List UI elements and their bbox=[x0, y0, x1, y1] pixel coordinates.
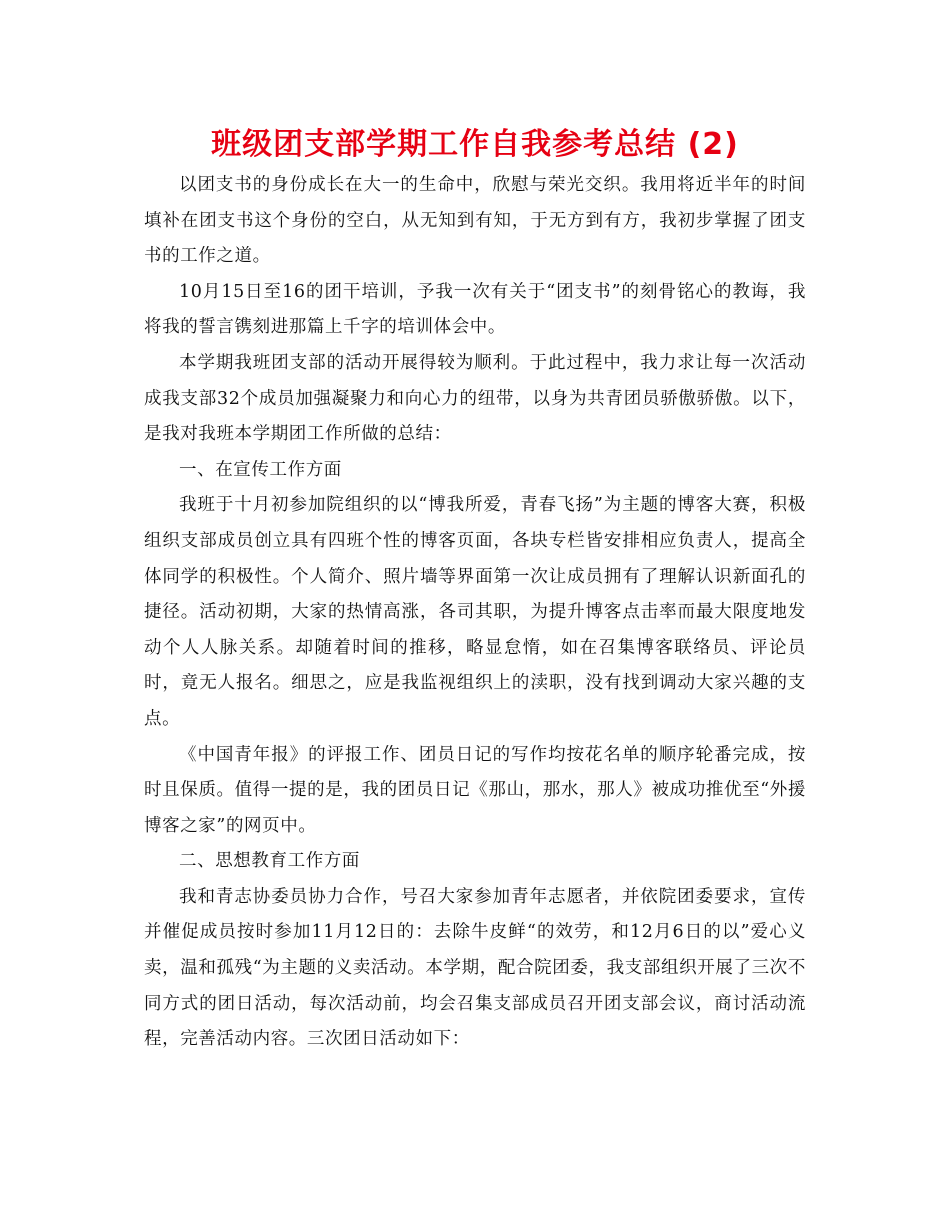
paragraph-training: 10月15日至16的团干培训，予我一次有关于“团支书”的刻骨铭心的教诲，我将我的誓言镌刻进那篇上千字的培训体会中。 bbox=[144, 281, 806, 338]
document-body bbox=[144, 168, 806, 1058]
document-title: 班级团支部学期工作自我参考总结 (2) bbox=[211, 127, 739, 162]
section-heading-publicity: 一、在宣传工作方面 bbox=[179, 459, 342, 480]
section-heading-ideology: 二、思想教育工作方面 bbox=[179, 851, 360, 872]
paragraph-volunteer-activities: 我和青志协委员协力合作，号召大家参加青年志愿者，并依院团委要求，宣传并催促成员按时参加11月12日的：去除牛皮鲜“的效劳，和12月6日的以”爱心义卖，温和孤残“为主题的义卖活动。本学期，配合院团委，我支部组织开展了三次不同方式的团日活动，每次活动前，均会召集支部成员召开团支部会议，商讨活动流程，完善活动内容。三次团日活动如下： bbox=[144, 886, 806, 1050]
paragraph-newspaper-diary: 《中国青年报》的评报工作、团员日记的写作均按花名单的顺序轮番完成，按时且保质。值得一提的是，我的团员日记《那山，那水，那人》被成功推优至“外援博客之家”的网页中。 bbox=[144, 744, 806, 836]
paragraph-semester-summary: 本学期我班团支部的活动开展得较为顺利。于此过程中，我力求让每一次活动成我支部32个成员加强凝聚力和向心力的纽带，以身为共青团员骄傲骄傲。以下，是我对我班本学期团工作所做的总结： bbox=[144, 352, 806, 445]
paragraph-intro: 以团支书的身份成长在大一的生命中，欣慰与荣光交织。我用将近半年的时间填补在团支书这个身份的空白，从无知到有知，于无方到有方，我初步掌握了团支书的工作之道。 bbox=[144, 175, 806, 267]
paragraph-blog-contest: 我班于十月初参加院组织的以“博我所爱，青春飞扬”为主题的博客大赛，积极组织支部成员创立具有四班个性的博客页面，各块专栏皆安排相应负责人，提高全体同学的积极性。个人简介、照片墙等界面第一次让成员拥有了理解认识新面孔的捷径。活动初期，大家的热情高涨，各司其职，为提升博客点击率而最大限度地发动个人人脉关系。却随着时间的推移，略显怠惰，如在召集博客联络员、评论员时，竟无人报名。细思之，应是我监视组织上的渎职，没有找到调动大家兴趣的支点。 bbox=[144, 495, 806, 729]
